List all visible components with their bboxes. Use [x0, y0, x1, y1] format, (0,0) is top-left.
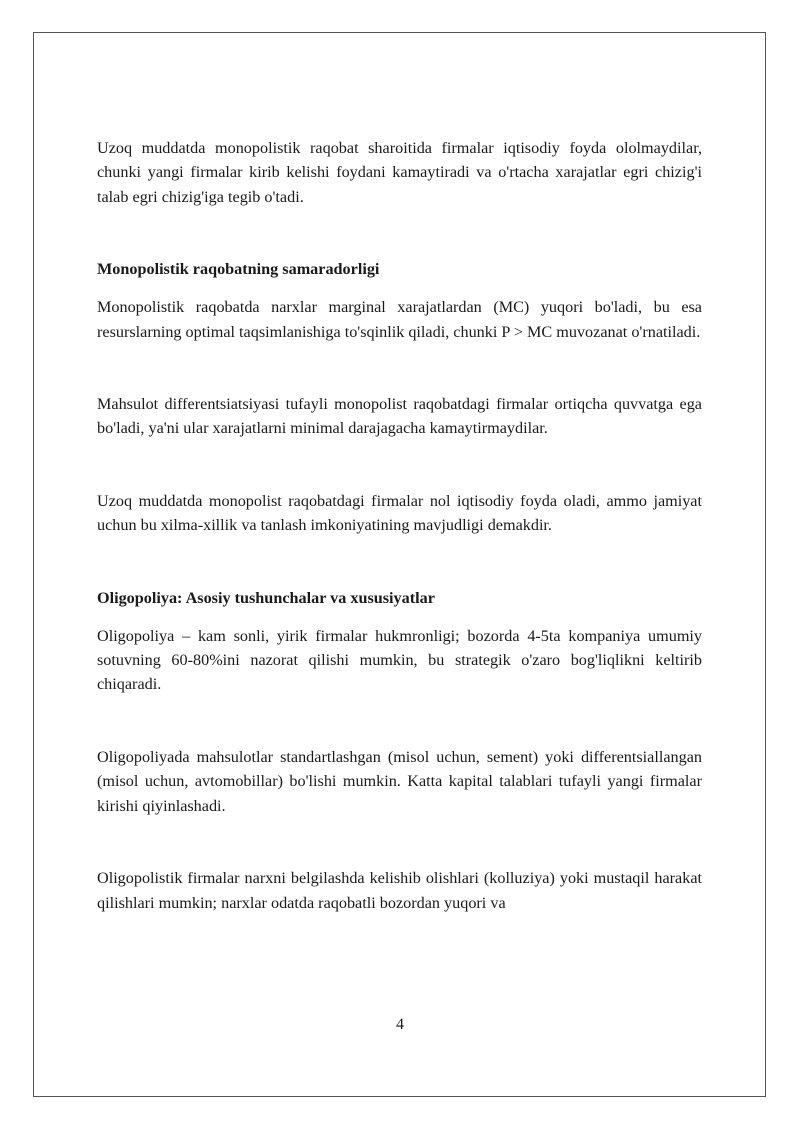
- heading-monopolistic-efficiency: Monopolistik raqobatning samaradorligi: [97, 260, 380, 279]
- paragraph-oligopoly-definition: Oligopoliya – kam sonli, yirik firmalar hukmronligi; bozorda 4-5ta kompaniya umumiy sotuvning 60-80%ini nazorat qilishi mumkin, bu strategik o'zaro bog'liqlikni keltirib chiqaradi.: [97, 626, 702, 694]
- page-number: 4: [396, 1016, 404, 1033]
- paragraph-zero-profit: Uzoq muddatda monopolist raqobatdagi firmalar nol iqtisodiy foyda oladi, ammo jamiyat uchun bu xilma-xillik va tanlash imkoniyatining mavjudligi demakdir.: [97, 491, 702, 535]
- page-content: [97, 136, 702, 915]
- paragraph-oligopoly-products: Oligopoliyada mahsulotlar standartlashgan (misol uchun, sement) yoki differentsiallangan (misol uchun, avtomobillar) bo'lishi mumkin. Katta kapital talablari tufayli yangi firmalar kirishi qiyinlashadi.: [97, 747, 702, 815]
- heading-oligopoly-basics: Oligopoliya: Asosiy tushunchalar va xususiyatlar: [97, 588, 435, 607]
- paragraph-price-above-mc: Monopolistik raqobatda narxlar marginal xarajatlardan (MC) yuqori bo'ladi, bu esa resurslarning optimal taqsimlanishiga to'sqinlik qiladi, chunki P > MC muvozanat o'rnatiladi.: [97, 298, 702, 341]
- paragraph-long-run-monopolistic: Uzoq muddatda monopolistik raqobat sharoitida firmalar iqtisodiy foyda ololmaydilar, chunki yangi firmalar kirib kelishi foydani kamaytiradi va o'rtacha xarajatlar egri chizig'i talab egri chizig'iga tegib o'tadi.: [97, 139, 702, 206]
- paragraph-oligopoly-pricing: Oligopolistik firmalar narxni belgilashda kelishib olishlari (kolluziya) yoki mustaqil harakat qilishlari mumkin; narxlar odatda raqobatli bozordan yuqori va: [97, 869, 702, 912]
- paragraph-excess-capacity: Mahsulot differentsiatsiyasi tufayli monopolist raqobatdagi firmalar ortiqcha quvvatga ega bo'ladi, ya'ni ular xarajatlarni minimal darajagacha kamaytirmaydilar.: [97, 395, 702, 438]
